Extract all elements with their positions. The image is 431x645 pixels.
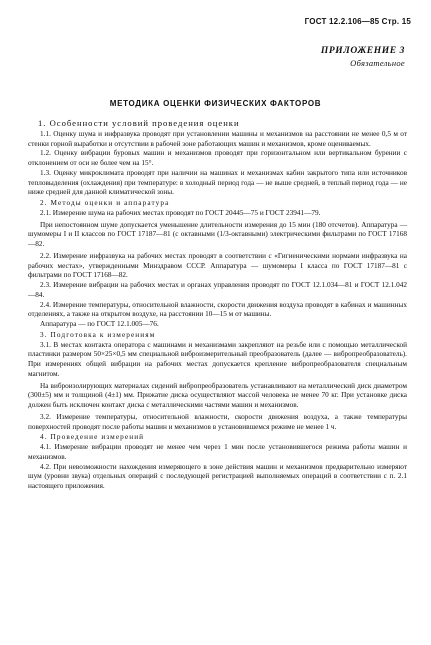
paragraph-3-1: 3.1. В местах контакта оператора с машинами и механизмами закрепляют на резьбе или с помощью металлической пластинки размером 50×25×0,5 мм специальной виброизмерительный преобразователь (далее — вибропреобразователь). При измерениях общей вибрации на рабочих местах допускается крепление вибропреобразователя специальным магнитом.: [28, 340, 407, 378]
section-heading-4: 4. Проведение измерений: [40, 433, 145, 442]
page-header: ГОСТ 12.2.106—85 Стр. 15: [304, 17, 411, 26]
paragraph-2-4: 2.4. Измерение температуры, относительной влажности, скорости движения воздуха проводят в кабинах и машинных отделениях, а также на открытом воздухе, на расстоянии 10—15 м от машины.: [28, 300, 407, 319]
paragraph-2-1: 2.1. Измерение шума на рабочих местах проводят по ГОСТ 20445—75 и ГОСТ 23941—79.: [40, 208, 321, 217]
paragraph-3-1-seats: На виброизолирующих материалах сидений вибропреобразователь устанавливают на металлический диск диаметром (300±5) мм и толщиной (4±1) мм. Прижатие диска осуществляют массой человека не менее 70 кг. При установке диска должен быть исключен контакт диска с металлическими частями машин и механизмов.: [28, 381, 407, 409]
appendix-title: ПРИЛОЖЕНИЕ 3: [320, 46, 405, 56]
paragraph-4-1: 4.1. Измерение вибрации проводят не менее чем через 1 мин после установившегося режима работы машин и механизмов.: [28, 443, 407, 461]
document-body: [28, 117, 407, 492]
paragraph-1-3: 1.3. Оценку микроклимата проводят при наличии на машинах и механизмах кабин закрытого типа или источников тепловыделения (охлаждения) при температуре: в холодный период года — не выше средней, в теплый период года — не ниже средней для данной климатической зоны.: [28, 168, 407, 197]
paragraph-2-2: 2.2. Измерение инфразвука на рабочих местах проводят в соответствии с «Гигиеническими нормами инфразвука на рабочих местах», утвержденными Минздравом СССР. Аппаратура — шумомеры I класса по ГОСТ 17187—81 с фильтрами по ГОСТ 17168—82.: [28, 251, 407, 280]
paragraph-2-4-equipment: Аппаратура — по ГОСТ 12.1.005—76.: [40, 320, 159, 328]
paragraph-3-2: 3.2. Измерение температуры, относительной влажности, скорости движения воздуха, а также температуры поверхностей проводят после работы машин и механизмов в установившемся режиме не менее 1 ч.: [28, 412, 407, 431]
appendix-subtitle: Обязательное: [350, 58, 405, 68]
section-heading-1: 1. Особенности условий проведения оценки: [38, 118, 240, 128]
paragraph-2-3: 2.3. Измерение вибрации на рабочих местах и органах управления проводят по ГОСТ 12.1.034—81 и ГОСТ 12.1.042—84.: [28, 281, 407, 299]
paragraph-2-1-noise: При непостоянном шуме допускается уменьшение длительности измерения до 15 мин (180 отсчетов). Аппаратура — шумомеры I и II классов по ГОСТ 17187—81 (с октавными (1/3-октавными) электрическими фильтрами по ГОСТ 17168—82.: [28, 220, 407, 248]
section-heading-3: 3. Подготовка к измерениям: [40, 330, 156, 339]
section-heading-2: 2. Методы оценки и аппаратура: [40, 199, 170, 207]
paragraph-1-2: 1.2. Оценку вибрации буровых машин и механизмов проводят при горизонтальном или вертикальном бурении с отклонением от оси не более чем на 15°.: [28, 149, 407, 167]
paragraph-1-1: 1.1. Оценку шума и инфразвука проводят при установлении машины и механизмов на расстоянии не менее 0,5 м от стенки горной выработки и отсутствии в рабочей зоне работающих машин и механизмов, кроме оцениваемых.: [28, 129, 407, 148]
appendix-block: [321, 46, 405, 68]
document-title: МЕТОДИКА ОЦЕНКИ ФИЗИЧЕСКИХ ФАКТОРОВ: [109, 99, 322, 108]
paragraph-4-2: 4.2. При невозможности нахождения измеряющего в зоне действия машин и механизмов предварительно измеряют шум (уровни звука) отдельных операций с последующей регистрацией выполняемых операций в соответствии с п. 2.1 настоящего приложения.: [28, 462, 407, 490]
